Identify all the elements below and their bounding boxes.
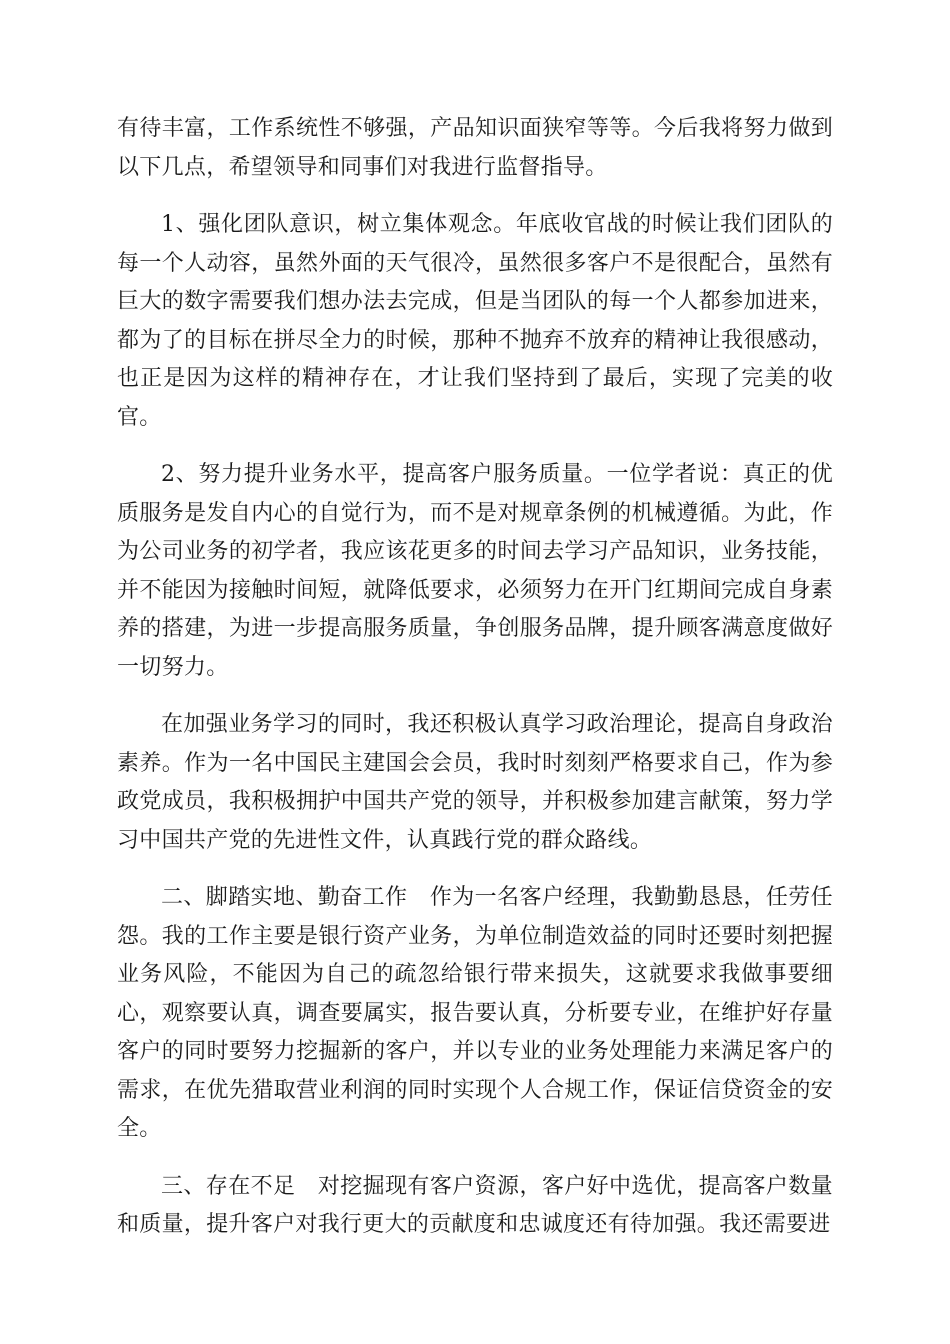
paragraph-shortcomings: 三、存在不足 对挖掘现有客户资源，客户好中选优，提高客户数量和质量，提升客户对我行更大的贡献度和忠诚度还有待加强。我还需要进 [117,1173,833,1237]
paragraph-team-awareness: 1、强化团队意识，树立集体观念。年底收官战的时候让我们团队的每一个人动容，虽然外面的天气很冷，虽然很多客户不是很配合，虽然有巨大的数字需要我们想办法去完成，但是当团队的每一个人都参加进来，都为了的目标在拼尽全力的时候，那种不抛弃不放弃的精神让我很感动，也正是因为这样的精神存在，才让我们坚持到了最后，实现了完美的收官。 [117,212,833,430]
paragraph-political-study: 在加强业务学习的同时，我还积极认真学习政治理论，提高自身政治素养。作为一名中国民主建国会会员，我时时刻刻严格要求自己，作为参政党成员，我积极拥护中国共产党的领导，并积极参加建言献策，努力学习中国共产党的先进性文件，认真践行党的群众路线。 [117,712,833,853]
document-body [117,110,833,1264]
paragraph-service-quality: 2、努力提升业务水平，提高客户服务质量。一位学者说：真正的优质服务是发自内心的自觉行为，而不是对规章条例的机械遵循。为此，作为公司业务的初学者，我应该花更多的时间去学习产品知识，业务技能，并不能因为接触时间短，就降低要求，必须努力在开门红期间完成自身素养的搭建，为进一步提高服务质量，争创服务品牌，提升顾客满意度做好一切努力。 [117,462,833,680]
paragraph-continuation: 有待丰富，工作系统性不够强，产品知识面狭窄等等。今后我将努力做到以下几点，希望领导和同事们对我进行监督指导。 [117,116,833,180]
paragraph-diligent-work: 二、脚踏实地、勤奋工作 作为一名客户经理，我勤勤恳恳，任劳任怨。我的工作主要是银行资产业务，为单位制造效益的同时还要时刻把握业务风险，不能因为自己的疏忽给银行带来损失，这就要求我做事要细心，观察要认真，调查要属实，报告要认真，分析要专业，在维护好存量客户的同时要努力挖掘新的客户，并以专业的业务处理能力来满足客户的需求，在优先猎取营业利润的同时实现个人合规工作，保证信贷资金的安全。 [117,885,833,1141]
